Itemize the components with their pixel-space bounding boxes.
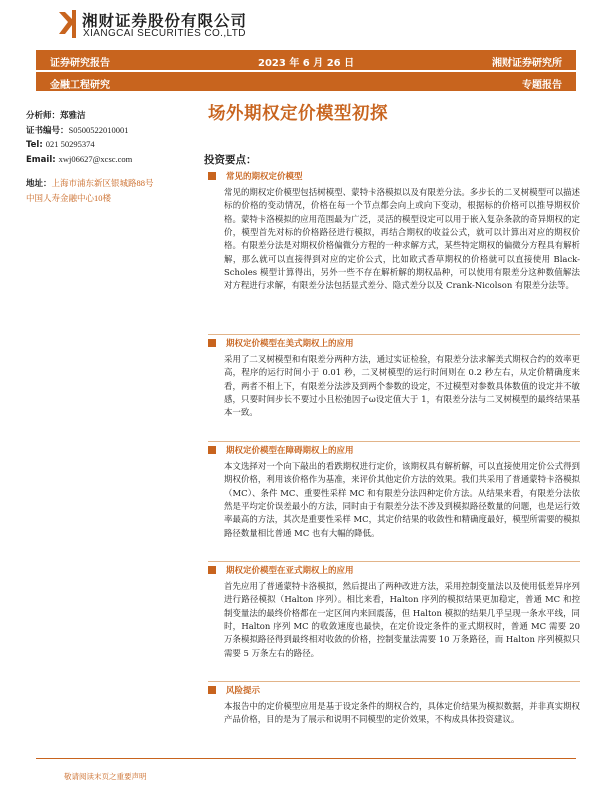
address-label: 地址： [26, 179, 52, 189]
section-asian-options [208, 564, 580, 660]
footer-disclaimer[interactable]: 敬请阅读末页之重要声明 [64, 772, 147, 781]
section-american-options [208, 337, 580, 420]
section-body: 首先应用了普通蒙特卡洛模拟，然后提出了两种改进方法，采用控制变量法以及使用低差异序列进行路径模拟（Halton 序列）。相比来看，Halton 序列的模拟结果更加稳定，普通 MC 和控制变量法的最终价格都在一定区间内来回震荡，但 Halton 模拟的结果几乎呈现一条水平线，同时，Halton 序列 MC 的收敛速度也最快，在定价设定条件的亚式期权时，普通 MC 需要 20 万条模拟路径得到最终相对收敛的价格，控制变量法需要 10 万条路径，而 Halton 序列模拟只需要 5 万条左右的路径。 [224, 581, 580, 658]
section-body: 采用了二叉树模型和有限差分两种方法，通过实证检验，有限差分法求解美式期权合约的效率更高，程序的运行时间小于 0.01 秒，二叉树模型的运行时间则在 0.2 秒左右，从定价精确度来看，两者不相上下，有限差分法涉及到两个参数的设定，不过模型对参数具体数值的设定并不敏感，只要时间步长不要过小且松弛因子ω设定值大于 1，有限差分法与二叉树模型的最终结果基本一致。 [224, 354, 580, 418]
tel-label: Tel: [26, 140, 46, 150]
report-category-band [36, 72, 576, 91]
analyst-name: 郑雅洁 [60, 111, 86, 121]
section-title: 风险提示 [226, 686, 261, 696]
section-title: 期权定价模型在亚式期权上的应用 [226, 566, 354, 576]
section-title: 期权定价模型在障碍期权上的应用 [226, 446, 354, 456]
section-bullet-icon [208, 339, 216, 347]
section-bullet-icon [208, 686, 216, 694]
section-body: 本文选择对一个向下敲出的看跌期权进行定价，该期权具有解析解，可以直接使用定价公式得到期权价格，利用该价格作为基准，来评价其他定价方法的效果。我们共采用了普通蒙特卡洛模拟（MC）、条件 MC、重要性采样 MC 和有限差分法四种定价方法。从结果来看，有限差分法依然是平均定价误差最小的方法，同时由于有限差分法不涉及到模拟路径数量的问题，也是运行效率最高的方法，其次是重要性采样 MC，其定价结果的收敛性和精确度最好，模型所需要的模拟路径数量相比普通 MC 也有大幅的降低。 [224, 461, 580, 538]
address-line-1: 上海市浦东新区银城路88号 [51, 178, 154, 188]
report-date: 2023 年 6 月 26 日 [258, 58, 355, 69]
report-subtype-label: 专题报告 [522, 80, 562, 91]
company-name-en: XIANGCAI SECURITIES CO.,LTD [83, 28, 246, 39]
cert-label: 证书编号： [26, 125, 69, 136]
section-divider [208, 334, 580, 335]
summary-heading: 投资要点： [204, 154, 257, 166]
section-divider [208, 681, 580, 682]
xiangcai-logo-icon [56, 8, 78, 38]
section-divider [208, 561, 580, 562]
section-divider [208, 441, 580, 442]
email-label: Email: [26, 154, 59, 165]
section-title: 常见的期权定价模型 [226, 172, 303, 182]
tel-number: 021 50295374 [45, 139, 95, 149]
section-bullet-icon [208, 172, 216, 180]
section-title: 期权定价模型在美式期权上的应用 [226, 339, 354, 349]
section-body: 常见的期权定价模型包括树模型、蒙特卡洛模拟以及有限差分法。多步长的二叉树模型可以描述标的价格的变动情况，价格在每一个节点都会向上或向下变动，根据标的价格可以推导期权价格。蒙特卡洛模拟的应用范围最为广泛，灵活的模型设定可以用于嵌入复杂条款的奇异期权的定价，模型首先对标的价格路径进行模拟，再结合期权的收益公式，就可以计算出对应的期权价格。有限差分法是对期权价格偏微分方程的一种求解方式，某些特定期权的偏微分方程具有解析解，那么就可以直接得到对应的定价公式，比如欧式香草期权的价格就可以直接使用 Black-Scholes 模型计算得出，另外一些不存在解析解的期权品种，可以使用有限差分这种数值解法对方程进行求解，有限差分法包括显式差分、隐式差分以及 Crank-Nicolson 有限差分法等。 [224, 187, 580, 291]
report-info-band [36, 50, 576, 70]
section-barrier-options [208, 444, 580, 540]
address-line-2: 中国人寿金融中心10楼 [26, 192, 112, 203]
report-header [0, 0, 600, 44]
email-address[interactable]: xwj06627@xcsc.com [58, 153, 133, 164]
cert-number: S0500522010001 [68, 124, 129, 135]
analyst-info [26, 110, 196, 206]
report-type-label: 证券研究报告 [50, 58, 110, 69]
section-risk-warning [208, 684, 580, 727]
analyst-label: 分析师： [26, 111, 61, 121]
section-common-models [208, 170, 580, 293]
footer-divider [36, 758, 576, 759]
company-name-cn: 湘财证券股份有限公司 [82, 12, 248, 30]
section-body: 本报告中的定价模型应用是基于设定条件的期权合约，具体定价结果为模拟数据，并非真实期权产品价格，目的是为了展示和说明不同模型的定价效果，不构成具体投资建议。 [224, 701, 580, 725]
institute-name: 湘财证券研究所 [492, 58, 562, 69]
report-title: 场外期权定价模型初探 [208, 104, 388, 124]
section-bullet-icon [208, 566, 216, 574]
section-bullet-icon [208, 446, 216, 454]
research-field-label: 金融工程研究 [50, 80, 110, 91]
